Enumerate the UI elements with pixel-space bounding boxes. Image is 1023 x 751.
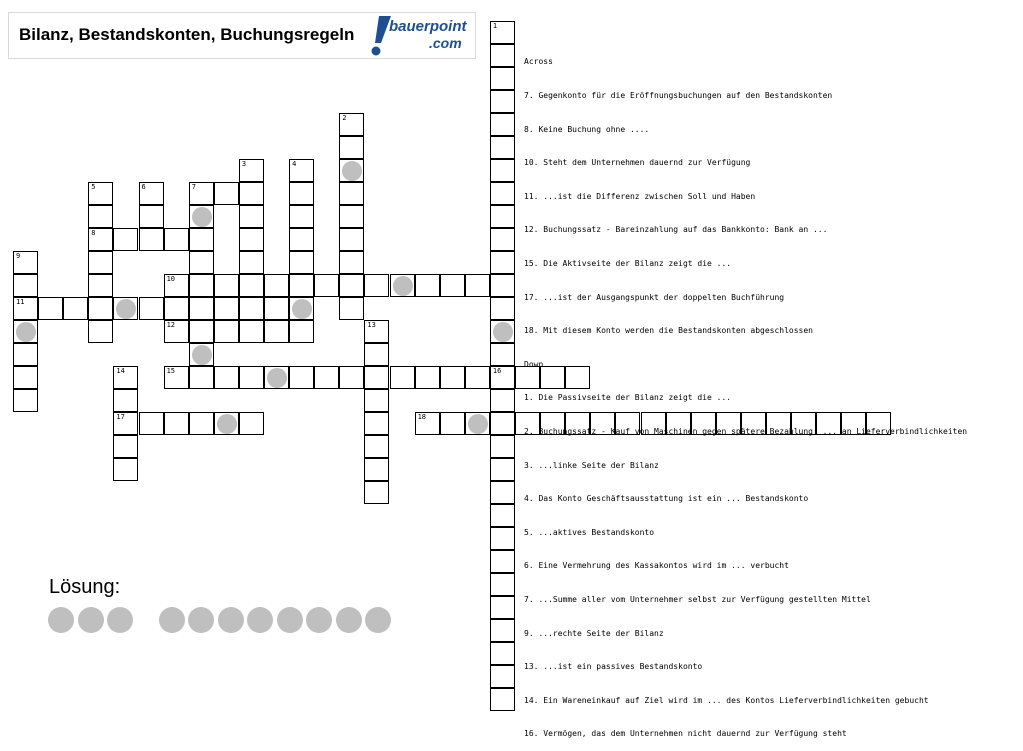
solution-marker-dot [292,299,312,319]
crossword-cell[interactable] [390,274,415,297]
crossword-cell[interactable] [113,228,138,251]
crossword-cell[interactable] [490,159,515,182]
crossword-cell[interactable] [88,182,113,205]
crossword-cell[interactable] [63,297,88,320]
solution-marker-dot [393,276,413,296]
crossword-cell[interactable] [88,274,113,297]
crossword-cell[interactable] [189,228,214,251]
crossword-cell[interactable] [189,205,214,228]
crossword-cell[interactable] [88,228,113,251]
crossword-cell[interactable] [490,435,515,458]
crossword-cell[interactable] [364,366,389,389]
down-clue: 14. Ein Wareneinkauf auf Ziel wird im ... des Kontos Lieferverbindlichkeiten gebucht [524,695,929,705]
crossword-cell[interactable] [339,136,364,159]
clue-number: 10 [166,275,176,283]
clue-number: 3 [241,160,247,168]
clue-number: 5 [91,183,96,191]
crossword-cell[interactable] [490,366,515,389]
clue-number: 15 [166,367,176,375]
crossword-cell[interactable] [440,274,465,297]
crossword-cell[interactable] [314,274,339,297]
crossword-cell[interactable] [13,274,38,297]
crossword-cell[interactable] [490,205,515,228]
crossword-cell[interactable] [289,274,314,297]
down-heading: Down [524,359,544,369]
crossword-cell[interactable] [490,573,515,596]
crossword-cell[interactable] [364,435,389,458]
crossword-cell[interactable] [38,297,63,320]
solution-letter-circle [188,607,214,633]
crossword-cell[interactable] [465,274,490,297]
solution-letter-circle [107,607,133,633]
crossword-cell[interactable] [239,274,264,297]
across-clue: 10. Steht dem Unternehmen dauernd zur Verfügung [524,158,751,168]
crossword-cell[interactable] [189,343,214,366]
crossword-cell[interactable] [13,320,38,343]
solution-letter-circle [247,607,273,633]
solution-marker-dot [342,161,362,181]
crossword-cell[interactable] [113,458,138,481]
crossword-cell[interactable] [289,228,314,251]
crossword-cell[interactable] [490,504,515,527]
solution-marker-dot [16,322,36,342]
crossword-cell[interactable] [490,596,515,619]
across-clue: 17. ...ist der Ausgangspunkt der doppelten Buchführung [524,292,785,302]
crossword-cell[interactable] [364,274,389,297]
clue-number: 1 [492,22,498,30]
solution-marker-dot [267,368,287,388]
crossword-cell[interactable] [289,320,314,343]
crossword-cell[interactable] [189,297,214,320]
crossword-cell[interactable] [415,274,440,297]
crossword-cell[interactable] [339,228,364,251]
crossword-cell[interactable] [490,90,515,113]
across-heading: Across [524,57,553,67]
crossword-cell[interactable] [465,366,490,389]
crossword-cell[interactable] [214,412,239,435]
solution-marker-dot [217,414,237,434]
crossword-cell[interactable] [13,366,38,389]
crossword-cell[interactable] [13,251,38,274]
crossword-cell[interactable] [239,251,264,274]
solution-marker-dot [192,207,212,227]
crossword-cell[interactable] [214,274,239,297]
crossword-cell[interactable] [189,412,214,435]
clue-number: 13 [367,321,376,329]
crossword-cell[interactable] [364,458,389,481]
crossword-cell[interactable] [214,297,239,320]
crossword-cell[interactable] [289,205,314,228]
crossword-cell[interactable] [339,297,364,320]
crossword-cell[interactable] [113,412,138,435]
crossword-cell[interactable] [440,366,465,389]
down-clue: 4. Das Konto Geschäftsausstattung ist ein ... Bestandskonto [524,494,809,504]
clue-number: 14 [116,367,125,375]
clue-number: 7 [191,183,196,191]
crossword-cell[interactable] [490,320,515,343]
crossword-cell[interactable] [289,251,314,274]
crossword-cell[interactable] [490,527,515,550]
solution-letter-circle [336,607,362,633]
solution-letter-circle [48,607,74,633]
crossword-cell[interactable] [164,412,189,435]
across-clue: 11. ...ist die Differenz zwischen Soll und Haben [524,191,756,201]
crossword-cell[interactable] [364,320,389,343]
crossword-cell[interactable] [239,297,264,320]
clue-number: 17 [116,413,125,421]
clue-number: 12 [166,321,176,329]
crossword-cell[interactable] [164,320,189,343]
crossword-cell[interactable] [364,343,389,366]
crossword-cell[interactable] [490,412,515,435]
logo-word: bauerpoint [389,18,467,35]
crossword-cell[interactable] [239,159,264,182]
crossword-cell[interactable] [490,389,515,412]
crossword-cell[interactable] [164,297,189,320]
crossword-cell[interactable] [289,182,314,205]
clue-number: 9 [16,252,21,260]
solution-marker-dot [192,345,212,365]
crossword-cell[interactable] [289,159,314,182]
clue-number: 4 [292,160,297,168]
crossword-cell[interactable] [490,274,515,297]
crossword-cell[interactable] [490,619,515,642]
crossword-cell[interactable] [339,182,364,205]
crossword-cell[interactable] [314,366,339,389]
crossword-cell[interactable] [139,228,164,251]
clue-number: 11 [16,298,25,306]
clue-number: 8 [91,229,96,237]
solution-letter-circle [365,607,391,633]
down-clue: 16. Vermögen, das dem Unternehmen nicht dauernd zur Verfügung steht [524,729,847,739]
solution-label: Lösung: [49,576,121,598]
down-clue: 2. Buchungssatz - Kauf von Maschinen gegen spätere Bezahlung: ... an Lieferverbindlichkeiten [524,426,968,436]
clue-number: 18 [417,413,427,421]
crossword-cell[interactable] [339,205,364,228]
crossword-cell[interactable] [390,366,415,389]
crossword-cell[interactable] [189,182,214,205]
solution-letter-circle [159,607,185,633]
clue-number: 6 [141,183,146,191]
crossword-cell[interactable] [490,44,515,67]
down-clue: 13. ...ist ein passives Bestandskonto [524,662,703,672]
crossword-cell[interactable] [289,366,314,389]
crossword-cell[interactable] [164,274,189,297]
crossword-cell[interactable] [289,297,314,320]
crossword-cell[interactable] [88,297,113,320]
crossword-cell[interactable] [239,412,264,435]
crossword-cell[interactable] [490,21,515,44]
crossword-cell[interactable] [139,297,164,320]
crossword-cell[interactable] [164,366,189,389]
crossword-cell[interactable] [239,182,264,205]
crossword-cell[interactable] [13,297,38,320]
crossword-cell[interactable] [189,251,214,274]
crossword-cell[interactable] [490,228,515,251]
page-title: Bilanz, Bestandskonten, Buchungsregeln [19,25,355,44]
crossword-cell[interactable] [113,389,138,412]
crossword-cell[interactable] [239,205,264,228]
solution-letter-circle [218,607,244,633]
crossword-cell[interactable] [264,366,289,389]
down-clue: 3. ...linke Seite der Bilanz [524,460,659,470]
clue-list [524,34,967,751]
crossword-cell[interactable] [364,389,389,412]
across-clue: 12. Buchungssatz - Bareinzahlung auf das Bankkonto: Bank an ... [524,225,828,235]
solution-marker-dot [468,414,488,434]
crossword-cell[interactable] [189,320,214,343]
crossword-cell[interactable] [239,228,264,251]
crossword-cell[interactable] [415,412,440,435]
crossword-cell[interactable] [415,366,440,389]
crossword-cell[interactable] [490,136,515,159]
crossword-cell[interactable] [13,343,38,366]
crossword-cell[interactable] [339,274,364,297]
crossword-cell[interactable] [490,458,515,481]
solution-letter-circle [306,607,332,633]
crossword-cell[interactable] [490,481,515,504]
crossword-cell[interactable] [214,182,239,205]
logo-domain: .com [429,35,462,51]
clue-number: 2 [342,114,347,122]
down-clue: 6. Eine Vermehrung des Kassakontos wird im ... verbucht [524,561,789,571]
crossword-cell[interactable] [364,412,389,435]
crossword-cell[interactable] [88,205,113,228]
crossword-cell[interactable] [339,251,364,274]
crossword-cell[interactable] [490,251,515,274]
down-clue: 7. ...Summe aller vom Unternehmer selbst zur Verfügung gestellten Mittel [524,594,871,604]
crossword-cell[interactable] [139,205,164,228]
solution-letter-circle [277,607,303,633]
solution-letter-circle [78,607,104,633]
clue-number: 16 [492,367,502,375]
crossword-cell[interactable] [264,274,289,297]
down-clue: 9. ...rechte Seite der Bilanz [524,628,664,638]
solution-marker-dot [493,322,513,342]
crossword-cell[interactable] [113,297,138,320]
across-clue: 15. Die Aktivseite der Bilanz zeigt die ... [524,258,732,268]
crossword-cell[interactable] [339,159,364,182]
down-clue: 5. ...aktives Bestandskonto [524,527,655,537]
crossword-cell[interactable] [239,366,264,389]
crossword-cell[interactable] [490,67,515,90]
crossword-cell[interactable] [164,228,189,251]
across-clue: 8. Keine Buchung ohne .... [524,124,650,134]
solution-marker-dot [116,299,136,319]
crossword-cell[interactable] [490,182,515,205]
crossword-cell[interactable] [239,320,264,343]
crossword-cell[interactable] [88,251,113,274]
crossword-cell[interactable] [465,412,490,435]
crossword-cell[interactable] [189,366,214,389]
crossword-cell[interactable] [139,182,164,205]
crossword-cell[interactable] [139,412,164,435]
crossword-cell[interactable] [339,113,364,136]
crossword-cell[interactable] [490,343,515,366]
crossword-cell[interactable] [339,366,364,389]
across-clue: 7. Gegenkonto für die Eröffnungsbuchungen auf den Bestandskonten [524,91,833,100]
crossword-cell[interactable] [490,297,515,320]
crossword-cell[interactable] [440,412,465,435]
crossword-cell[interactable] [364,481,389,504]
crossword-cell[interactable] [490,665,515,688]
crossword-cell[interactable] [113,366,138,389]
crossword-cell[interactable] [264,320,289,343]
crossword-cell[interactable] [214,320,239,343]
crossword-cell[interactable] [214,366,239,389]
crossword-cell[interactable] [264,297,289,320]
crossword-cell[interactable] [490,642,515,665]
across-clue: 18. Mit diesem Konto werden die Bestandskonten abgeschlossen [524,326,813,336]
crossword-cell[interactable] [88,320,113,343]
crossword-cell[interactable] [113,435,138,458]
crossword-cell[interactable] [490,550,515,573]
crossword-cell[interactable] [490,113,515,136]
crossword-cell[interactable] [189,274,214,297]
crossword-cell[interactable] [13,389,38,412]
down-clue: 1. Die Passivseite der Bilanz zeigt die ... [524,393,732,403]
